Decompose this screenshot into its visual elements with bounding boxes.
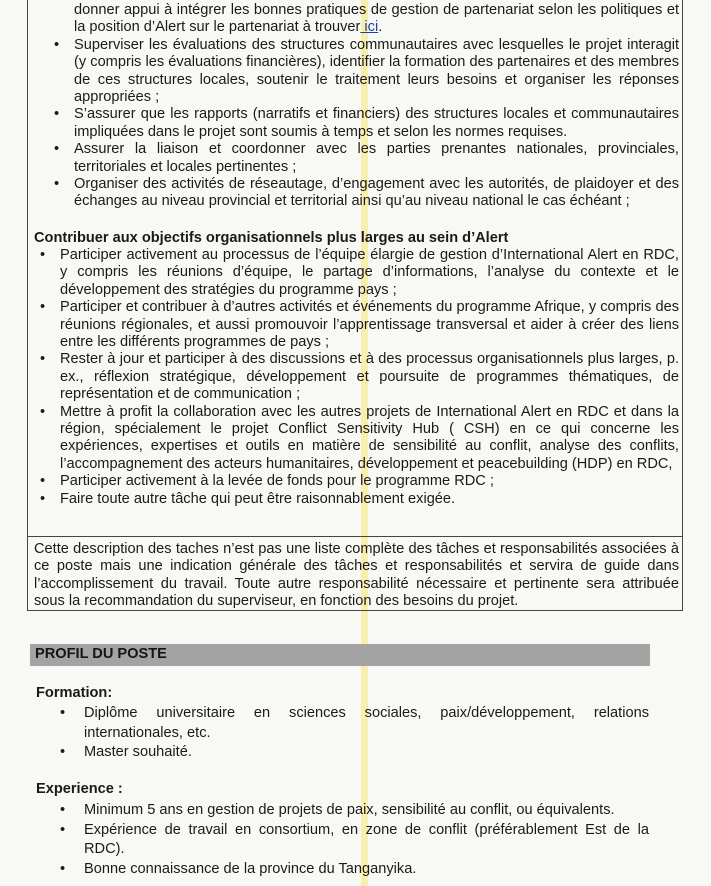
experience-heading: Experience : (36, 781, 123, 797)
formation-heading: Formation: (36, 685, 113, 701)
description-note: Cette description des taches n’est pas une liste complète des tâches et responsabilités associées à ce poste mais une indication générale des tâches et responsabilités et servira de guide dans l’accomplissement du travail. Toute autre responsabilité nécessaire et pertinente sera attribuée sous la recommandation du superviseur, en fonction des besoins du projet. (34, 541, 679, 610)
organisational-list (60, 247, 679, 508)
list-item: • Participer activement à la levée de fonds pour le programme RDC ; (60, 473, 679, 490)
partnership-link[interactable]: ici (360, 19, 379, 36)
table-divider (28, 536, 682, 537)
list-item: • Diplôme universitaire en sciences sociales, paix/développement, relations internationales, etc. (84, 704, 649, 743)
list-item: • Mettre à profit la collaboration avec les autres projets de International Alert en RDC et dans la région, spécialement le projet Conflict Sensitivity Hub ( CSH) en ce qui concerne les expériences, expertises et outils en matière de sensibilité au conflit, analyse des conflits, l’accompagnement des acteurs humanitaires, développement et peacebuilding (HDP) en RDC, (60, 404, 679, 474)
list-item (74, 2, 679, 37)
list-item: • Rester à jour et participer à des discussions et à des processus organisationnels plus larges, p. ex., réflexion stratégique, développement et poursuite de programmes thématiques, de représentation et de communication ; (60, 351, 679, 403)
list-item: • Assurer la liaison et coordonner avec les parties prenantes nationales, provinciales, territoriales et locales pertinentes ; (74, 141, 679, 176)
list-item-text: donner appui à intégrer les bonnes pratiques de gestion de partenariat selon les politiques et la position d’Alert sur le partenariat à trouver (74, 2, 679, 36)
list-item: • Minimum 5 ans en gestion de projets de paix, sensibilité au conflit, ou équivalents. (84, 801, 649, 821)
list-item: • Expérience de travail en consortium, en zone de conflit (préférablement Est de la RDC). (84, 821, 649, 860)
profile-title: PROFIL DU POSTE (35, 646, 167, 662)
list-item: • Participer et contribuer à d’autres activités et événements du programme Afrique, y compris des réunions régionales, et aussi promouvoir l’apprentissage transversal et aider à créer des liens entre les différents programmes de pays ; (60, 299, 679, 351)
list-item-tail: . (378, 19, 383, 36)
list-item: • Faire toute autre tâche qui peut être raisonnablement exigée. (60, 491, 679, 508)
experience-list (84, 801, 649, 879)
list-item: • Superviser les évaluations des structures communautaires avec lesquelles le projet interagit (y compris les évaluations financières), identifier la formation des partenaires et des membres de ces structures locales, soutenir le traitement leurs besoins et organiser les réponses appropriées ; (74, 37, 679, 107)
section-band (30, 644, 650, 666)
list-item: • S’assurer que les rapports (narratifs et financiers) des structures locales et communautaires impliquées dans le projet sont soumis à temps et selon les normes requises. (74, 106, 679, 141)
section-heading-organisational: Contribuer aux objectifs organisationnels plus larges au sein d’Alert (34, 230, 509, 246)
list-item: • Organiser des activités de réseautage, d’engagement avec les autorités, de plaidoyer et des échanges au niveau provincial et territorial ainsi qu’au niveau national le cas échéant ; (74, 176, 679, 211)
list-item: • Bonne connaissance de la province du Tanganyika. (84, 860, 649, 880)
list-item: • Participer activement au processus de l’équipe élargie de gestion d’International Alert en RDC, y compris les réunions d’équipe, le partage d’informations, l’analyse du contexte et le développement des stratégies du programme pays ; (60, 247, 679, 299)
formation-list (84, 704, 649, 763)
responsibilities-list (74, 2, 679, 211)
list-item: • Master souhaité. (84, 743, 649, 763)
